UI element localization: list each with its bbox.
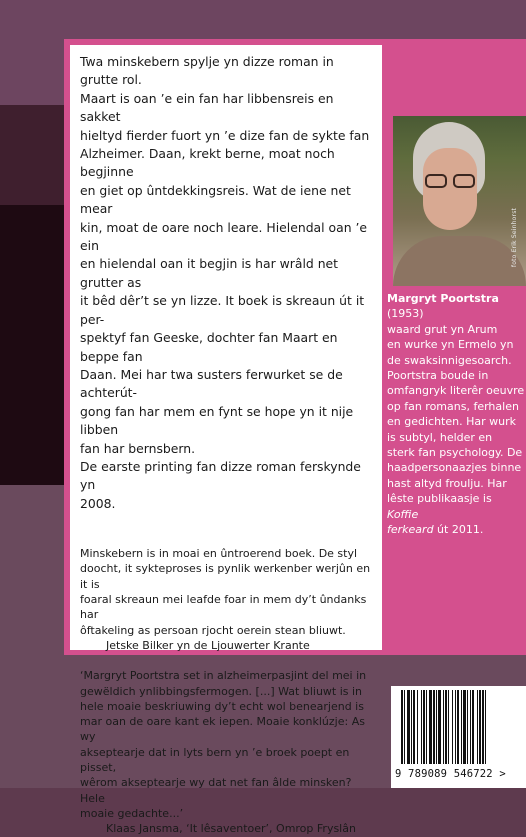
isbn-number: 9 789089 546722 > bbox=[395, 768, 506, 780]
blurb-line: Alzheimer. Daan, krekt berne, moat noch begjinne bbox=[80, 146, 335, 180]
bio-line: Poortstra boude in bbox=[387, 369, 489, 383]
barcode-bar bbox=[452, 690, 453, 764]
barcode-bar bbox=[445, 690, 447, 764]
bio-heading bbox=[387, 291, 525, 322]
blurb-line: Maart is oan ’e ein fan har libbensreis en sakket bbox=[80, 90, 334, 125]
book-title: Koffie bbox=[387, 507, 419, 521]
bio-line: sterk fan psychology. De bbox=[387, 446, 523, 460]
barcode-bar bbox=[423, 690, 425, 764]
bio-line: waard grut yn Arum bbox=[387, 322, 498, 336]
bio-line: op fan romans, ferhalen bbox=[387, 399, 519, 413]
blurb-line: en giet op ûntdekkingsreis. Wat de iene net mear bbox=[80, 182, 351, 217]
barcode-bar bbox=[472, 690, 474, 764]
bio-line: en wurke yn Ermelo yn bbox=[387, 338, 514, 352]
bio-line bbox=[387, 522, 525, 537]
barcode-bar bbox=[448, 690, 449, 764]
author-birth-year: (1953) bbox=[387, 307, 424, 321]
barcode-bar bbox=[413, 690, 415, 764]
author-bio bbox=[387, 291, 525, 538]
barcode-bar bbox=[411, 690, 412, 764]
bio-text: lêste publikaasje is bbox=[387, 492, 492, 506]
barcode-bar bbox=[485, 690, 486, 764]
blurb-line: it bêd dêr’t se yn lizze. It boek is skreaun út it per- bbox=[80, 293, 365, 327]
blurb-line: Daan. Mei har twa susters ferwurket se de achterút- bbox=[80, 366, 343, 401]
barcode-icon bbox=[399, 690, 517, 766]
review-quote-2 bbox=[80, 668, 372, 836]
bio-line: en gedichten. Har wurk bbox=[387, 415, 516, 429]
book-title: ferkeard bbox=[387, 523, 434, 537]
bio-line: hast altyd froulju. Har bbox=[387, 476, 507, 490]
review-source: Klaas Jansma, ‘It lêsaventoer’, Omrop Fryslân bbox=[106, 822, 356, 836]
blurb-line: kin, moat de oare noch leare. Hielendal oan ’e ein bbox=[80, 219, 368, 254]
review-line: ‘Margryt Poortstra set in alzheimerpasjint del mei in bbox=[80, 669, 367, 683]
barcode-bar bbox=[426, 690, 427, 764]
barcode-bar bbox=[436, 690, 437, 764]
bio-line: omfangryk literêr oeuvre bbox=[387, 384, 525, 398]
barcode-bar bbox=[470, 690, 471, 764]
barcode-bar bbox=[407, 690, 410, 764]
glasses-icon bbox=[423, 174, 477, 190]
blurb-line: spektyf fan Geeske, dochter fan Maart en beppe fan bbox=[80, 330, 338, 364]
author-photo bbox=[393, 116, 526, 286]
barcode-bar bbox=[461, 690, 462, 764]
bio-line: is subtyl, helder en bbox=[387, 430, 493, 444]
review-line: mar oan de oare kant ek iepen. Moaie konklúzje: As wy bbox=[80, 715, 365, 744]
barcode-label bbox=[391, 686, 526, 788]
barcode-bar bbox=[463, 690, 466, 764]
barcode-bar bbox=[479, 690, 481, 764]
blurb-line: gong fan har mem en fynt se hope yn it nije libben bbox=[80, 403, 354, 438]
barcode-bar bbox=[404, 690, 405, 764]
review-line: ôftakeling as persoan rjocht oerein stean bliuwt. bbox=[80, 623, 346, 637]
text-panel bbox=[70, 45, 382, 836]
barcode-bar bbox=[429, 690, 432, 764]
barcode-bar bbox=[433, 690, 435, 764]
review-source: Jetske Bilker yn de Ljouwerter Krante bbox=[106, 638, 310, 652]
blurb-line: Twa minskebern spylje yn dizze roman in grutte rol. bbox=[80, 54, 334, 88]
photo-credit: foto Erik Seinhorst bbox=[510, 207, 518, 268]
author-name: Margryt Poortstra bbox=[387, 292, 499, 305]
barcode-bar bbox=[477, 690, 478, 764]
review-line: akseptearje dat in lyts bern yn ’e broek poept en pisset, bbox=[80, 745, 350, 775]
review-line: hele moaie beskriuwing dy’t echt wol benearjend is bbox=[80, 699, 364, 713]
review-line: wêrom akseptearje wy dat net fan âlde minsken? Hele bbox=[80, 776, 352, 805]
barcode-bar bbox=[438, 690, 441, 764]
blurb-line: hieltyd fierder fuort yn ’e dize fan de sykte fan bbox=[80, 127, 370, 143]
bio-line: haadpersonaazjes binne bbox=[387, 461, 522, 475]
barcode-bar bbox=[467, 690, 468, 764]
blurb-line: fan har bernsbern. bbox=[80, 440, 196, 456]
barcode-bar bbox=[417, 690, 418, 764]
blurb-line: 2008. bbox=[80, 495, 116, 511]
blurb-line: De earste printing fan dizze roman ferskynde yn bbox=[80, 458, 361, 493]
review-quote-1 bbox=[80, 546, 372, 653]
book-blurb bbox=[80, 53, 372, 513]
review-line: foaral skreaun mei leafde foar in mem dy’t ûndanks har bbox=[80, 593, 367, 622]
bio-line: de swaksinnigesoarch. bbox=[387, 353, 512, 367]
barcode-bar bbox=[421, 690, 422, 764]
barcode-bar bbox=[457, 690, 459, 764]
review-line: moaie gedachte...’ bbox=[80, 806, 184, 820]
review-line: Minskebern is in moai en ûntroerend boek. De styl bbox=[80, 547, 358, 561]
bio-text: út 2011. bbox=[437, 523, 484, 537]
barcode-bar bbox=[401, 690, 403, 764]
author-shirt bbox=[393, 236, 526, 286]
review-line: gewëldich ynlibbingsfermogen. [...] Wat bliuwt is in bbox=[80, 684, 363, 698]
barcode-bar bbox=[443, 690, 444, 764]
review-line: doocht, it sykteproses is pynlik werkenber werjûn en it is bbox=[80, 562, 371, 591]
bio-line bbox=[387, 491, 525, 522]
barcode-bar bbox=[455, 690, 456, 764]
barcode-bar bbox=[482, 690, 484, 764]
blurb-line: en hielendal oan it begjin is har wrâld net grutter as bbox=[80, 256, 339, 290]
